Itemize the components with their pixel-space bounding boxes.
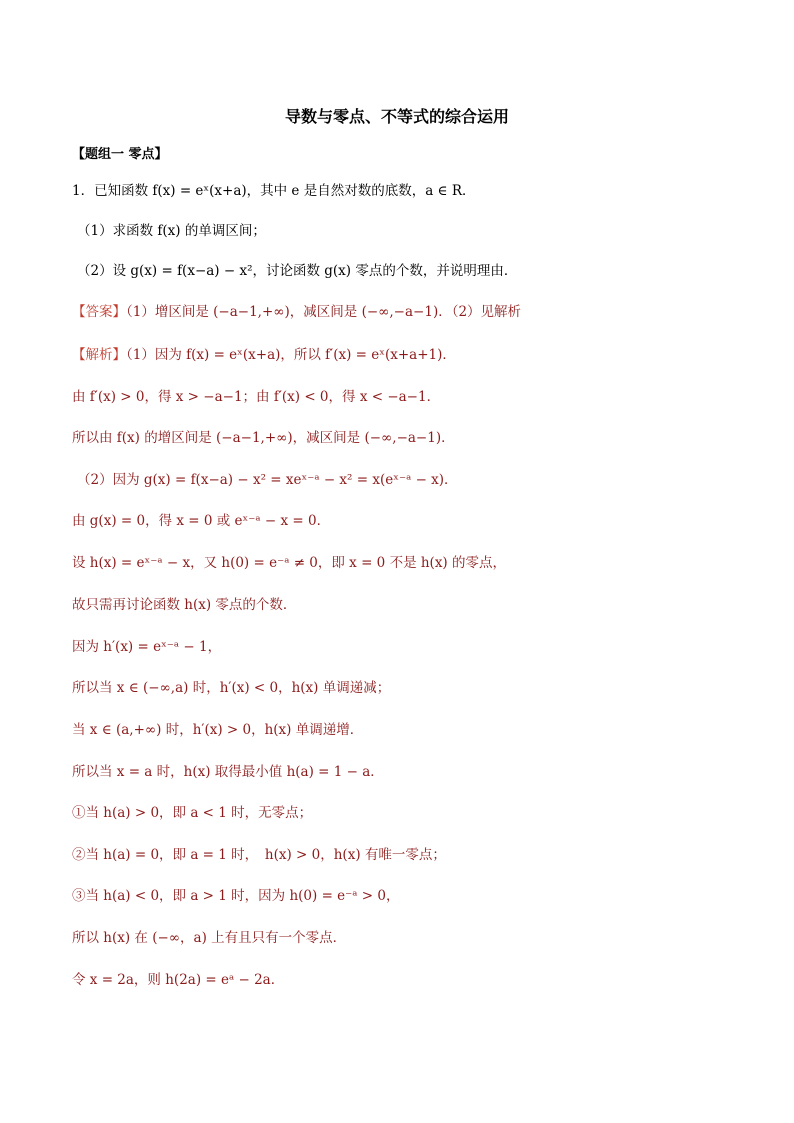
analysis-line: 故只需再讨论函数 h(x) 零点的个数． <box>72 597 297 613</box>
analysis-line: 因为 h′(x) = eˣ⁻ᵃ − 1， <box>72 639 222 655</box>
section-label: 【题组一 零点】 <box>72 147 168 162</box>
analysis-line: 由 g(x) = 0，得 x = 0 或 eˣ⁻ᵃ − x = 0． <box>72 513 331 529</box>
analysis-first-text: （1）因为 f(x) = eˣ(x+a)，所以 f′(x) = eˣ(x+a+1)． <box>126 347 456 363</box>
analysis-line: 令 x = 2a，则 h(2a) = eᵃ − 2a． <box>72 972 285 988</box>
analysis-line: 当 x ∈ (a,+∞) 时，h′(x) > 0，h(x) 单调递增． <box>72 722 364 738</box>
analysis-line: 所以当 x = a 时，h(x) 取得最小值 h(a) = 1 − a． <box>72 764 384 780</box>
analysis-tag: 【解析】 <box>72 347 126 363</box>
analysis-line: 所以由 f(x) 的增区间是 (−a−1,+∞)，减区间是 (−∞,−a−1)． <box>72 430 455 446</box>
analysis-first-line <box>72 345 456 365</box>
analysis-line: ①当 h(a) > 0，即 a < 1 时，无零点； <box>72 805 313 821</box>
page-title: 导数与零点、不等式的综合运用 <box>284 107 509 126</box>
analysis-line: ②当 h(a) = 0，即 a = 1 时， h(x) > 0，h(x) 有唯一零点； <box>72 847 446 863</box>
answer-tag: 【答案】 <box>72 304 126 320</box>
analysis-line: 所以 h(x) 在 (−∞，a) 上有且只有一个零点． <box>72 930 347 946</box>
answer-line <box>72 302 521 322</box>
answer-text: （1）增区间是 (−a−1,+∞)，减区间是 (−∞,−a−1)．（2）见解析 <box>126 304 522 320</box>
problem-part-1: （1）求函数 f(x) 的单调区间； <box>77 223 266 239</box>
analysis-line: 由 f′(x) > 0，得 x > −a−1；由 f′(x) < 0，得 x < −a−1． <box>72 389 441 405</box>
analysis-line: （2）因为 g(x) = f(x−a) − x² = xeˣ⁻ᵃ − x² = x(eˣ⁻ᵃ − x)． <box>77 472 458 488</box>
analysis-line: ③当 h(a) < 0，即 a > 1 时，因为 h(0) = e⁻ᵃ > 0， <box>72 888 400 904</box>
analysis-line: 设 h(x) = eˣ⁻ᵃ − x，又 h(0) = e⁻ᵃ ≠ 0，即 x = 0 不是 h(x) 的零点， <box>72 555 506 571</box>
problem-statement: 1．已知函数 f(x) = eˣ(x+a)，其中 e 是自然对数的底数，a ∈ R． <box>72 183 476 199</box>
analysis-line: 所以当 x ∈ (−∞,a) 时，h′(x) < 0，h(x) 单调递减； <box>72 680 391 696</box>
problem-part-2: （2）设 g(x) = f(x−a) − x²，讨论函数 g(x) 零点的个数，并说明理由． <box>77 263 518 279</box>
